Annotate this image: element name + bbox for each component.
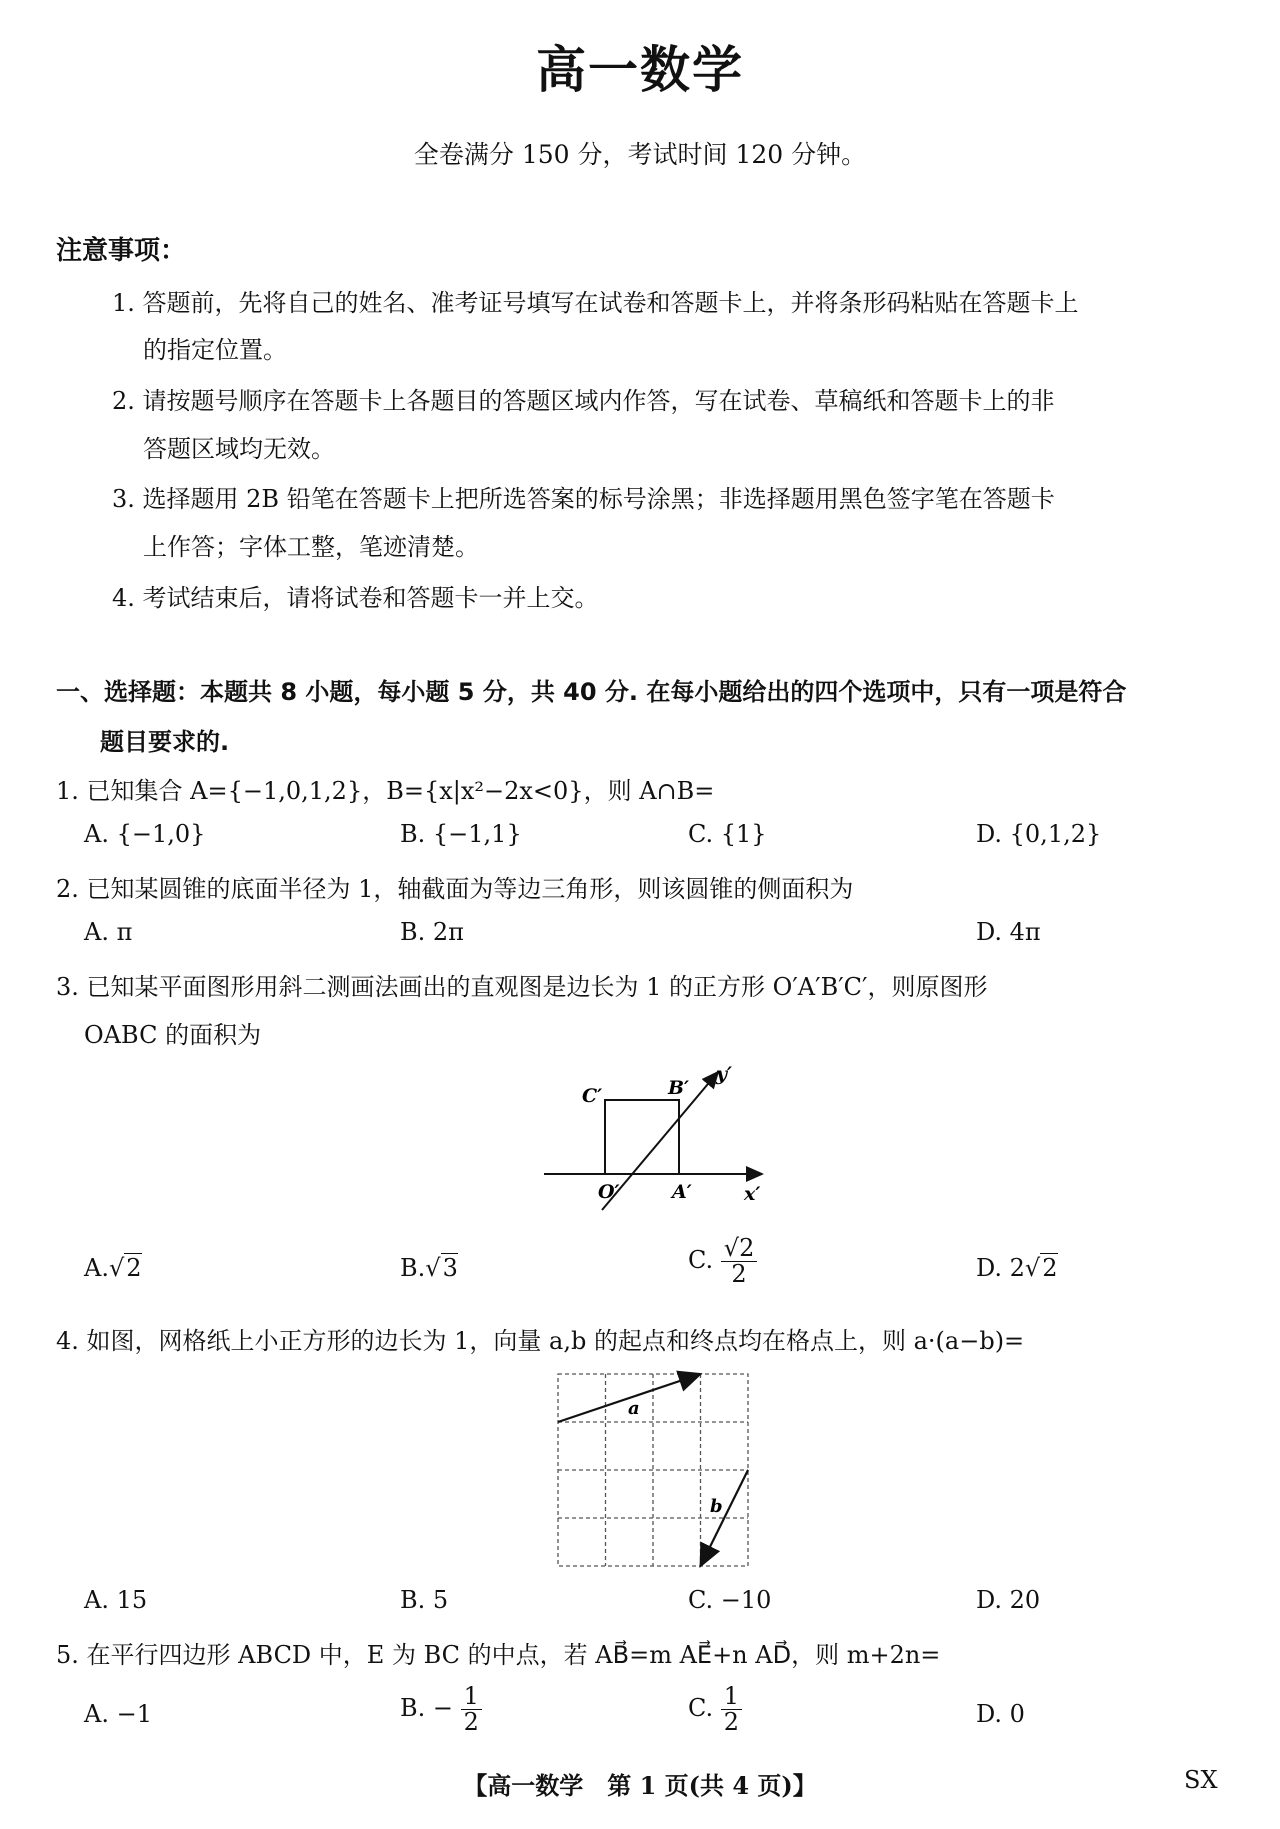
exam-info: 全卷满分 150 分，考试时间 120 分钟。 <box>413 140 867 169</box>
q2-option-b: B. 2π <box>400 918 464 946</box>
q4-option-d: D. 20 <box>976 1586 1041 1614</box>
label-a: A′ <box>672 1181 692 1203</box>
q5-option-c <box>688 1684 742 1735</box>
notice-item-1: 1. 答题前，先将自己的姓名、准考证号填写在试卷和答题卡上，并将条形码粘贴在答题卡上 <box>112 289 1079 317</box>
q5-c-numerator: 1 <box>721 1684 742 1710</box>
q2-option-d: D. 4π <box>976 918 1041 946</box>
section-heading-cont: 题目要求的. <box>100 728 230 756</box>
q3-d-prefix: D. 2 <box>976 1254 1025 1282</box>
q3-b-radicand: 3 <box>442 1254 458 1282</box>
q5-option-d: D. 0 <box>976 1700 1025 1728</box>
section-heading: 一、选择题：本题共 8 小题，每小题 5 分，共 40 分. 在每小题给出的四个选项中，只有一项是符合 <box>56 678 1127 706</box>
notice-heading: 注意事项： <box>56 236 187 266</box>
q1-option-c: C. {1} <box>688 820 767 848</box>
label-vector-a: a <box>628 1398 640 1419</box>
label-b: B′ <box>668 1077 690 1099</box>
page-title: 高一数学 <box>536 41 744 99</box>
q5-option-a: A. −1 <box>84 1700 152 1728</box>
q1-option-d: D. {0,1,2} <box>976 820 1102 848</box>
q1-option-b: B. {−1,1} <box>400 820 522 848</box>
q3-c-denominator: 2 <box>731 1260 747 1289</box>
q5-option-b <box>400 1684 482 1735</box>
subject-code: SX <box>1184 1766 1218 1794</box>
q4-option-a: A. 15 <box>84 1586 148 1614</box>
question-2-stem: 2. 已知某圆锥的底面半径为 1，轴截面为等边三角形，则该圆锥的侧面积为 <box>56 875 854 903</box>
q3-option-c <box>688 1236 757 1287</box>
q3-option-b: B.√3 <box>400 1254 458 1282</box>
q3-c-prefix: C. <box>688 1246 714 1275</box>
label-o: O′ <box>598 1181 620 1203</box>
label-vector-b: b <box>710 1496 723 1517</box>
grid <box>558 1374 748 1566</box>
notice-item-1-cont: 的指定位置。 <box>143 336 287 364</box>
q3-d-radicand: 2 <box>1042 1254 1058 1282</box>
notice-item-3-cont: 上作答；字体工整，笔迹清楚。 <box>143 533 479 561</box>
vector-grid-figure <box>550 1368 756 1572</box>
q5-b-prefix: B. − <box>400 1694 454 1723</box>
question-1-stem: 1. 已知集合 A={−1,0,1,2}，B={x|x²−2x<0}，则 A∩B= <box>56 777 715 805</box>
q5-b-denominator: 2 <box>463 1708 479 1737</box>
notice-item-4: 4. 考试结束后，请将试卷和答题卡一并上交。 <box>112 584 599 612</box>
q3-b-prefix: B. <box>400 1254 426 1282</box>
q5-b-numerator: 1 <box>461 1684 482 1710</box>
question-3-stem-cont: OABC 的面积为 <box>84 1021 262 1049</box>
q5-c-prefix: C. <box>688 1694 714 1723</box>
q3-option-a: A.√2 <box>84 1254 142 1282</box>
q1-option-a: A. {−1,0} <box>84 820 206 848</box>
q3-a-prefix: A. <box>84 1254 109 1282</box>
q3-c-numerator: √2 <box>721 1236 758 1262</box>
notice-item-2-cont: 答题区域均无效。 <box>143 435 335 463</box>
question-3-stem: 3. 已知某平面图形用斜二测画法画出的直观图是边长为 1 的正方形 O′A′B′C′，则原图形 <box>56 973 988 1001</box>
q4-option-b: B. 5 <box>400 1586 449 1614</box>
q2-option-a: A. π <box>84 918 133 946</box>
label-y: y′ <box>716 1063 733 1085</box>
question-4-stem: 4. 如图，网格纸上小正方形的边长为 1，向量 a,b 的起点和终点均在格点上，则 a·(a−b)= <box>56 1327 1025 1355</box>
q4-option-c: C. −10 <box>688 1586 772 1614</box>
page-footer: 【高一数学 第 1 页(共 4 页)】 <box>463 1771 817 1800</box>
notice-item-3: 3. 选择题用 2B 铅笔在答题卡上把所选答案的标号涂黑；非选择题用黑色签字笔在答题卡 <box>112 485 1055 513</box>
q5-c-denominator: 2 <box>723 1708 740 1737</box>
oblique-square-figure <box>540 1058 780 1218</box>
question-5-stem: 5. 在平行四边形 ABCD 中，E 为 BC 的中点，若 AB⃗=m AE⃗+n AD⃗，则 m+2n= <box>56 1641 941 1669</box>
label-c: C′ <box>582 1085 603 1107</box>
label-x: x′ <box>744 1183 761 1205</box>
notice-item-2: 2. 请按题号顺序在答题卡上各题目的答题区域内作答，写在试卷、草稿纸和答题卡上的非 <box>112 387 1055 415</box>
q3-option-d: D. 2√2 <box>976 1254 1058 1282</box>
q3-a-radicand: 2 <box>126 1254 142 1282</box>
